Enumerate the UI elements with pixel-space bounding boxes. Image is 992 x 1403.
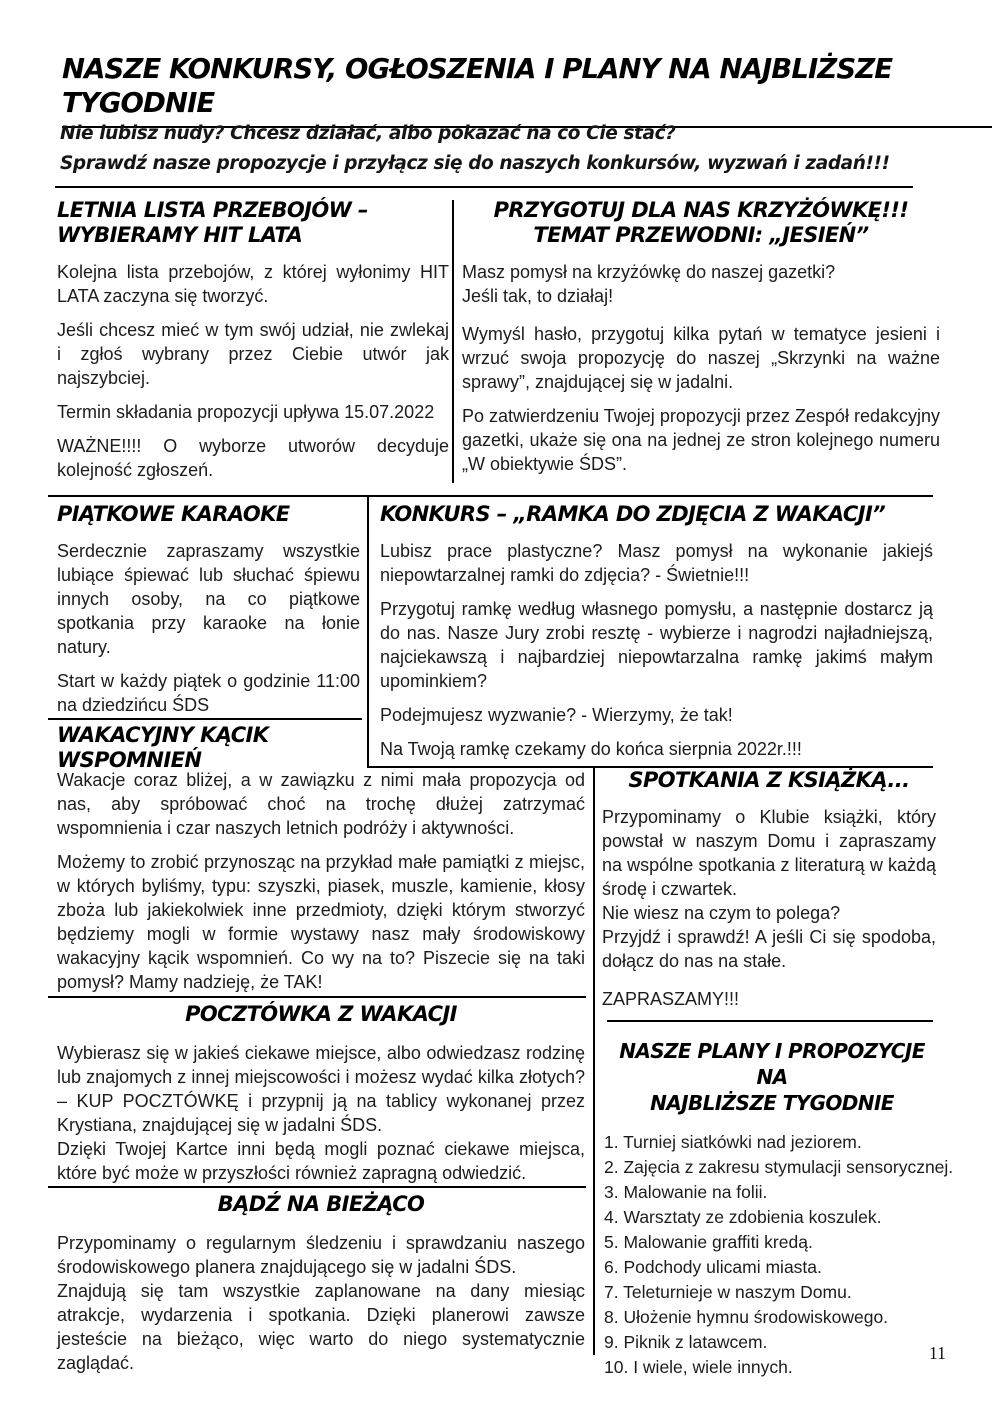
letnia-paragraph-2: Jeśli chcesz mieć w tym swój udział, nie zwlekaj i zgłoś wybrany przez Ciebie utwór jak najszybciej. [57, 320, 449, 388]
plany-item-3: 3. Malowanie na folii. [604, 1182, 768, 1202]
spotkania-paragraph-1: Przypominamy o Klubie książki, który powstał w naszym Domu i zapraszamy na wspólne spotkania z literaturą w każdą środę i czwartek. [602, 807, 936, 899]
plany-item-9: 9. Piknik z latawcem. [604, 1332, 768, 1352]
divider-top-columns [452, 200, 454, 483]
letnia-paragraph-3: Termin składania propozycji upływa 15.07.2022 [57, 402, 435, 422]
pocztowka-paragraph-1: Wybierasz się w jakieś ciekawe miejsce, albo odwiedzasz rodzinę lub znajomych z innej miejscowości i możesz wydać kilka złotych? – KUP POCZTÓWKĘ i przypnij ją na tablicy wykonanej przez Krystiana, znajdującej się w jadalni ŚDS. [57, 1043, 585, 1135]
divider-lower-columns [593, 766, 595, 1355]
badz-heading: BĄDŹ NA BIEŻĄCO [217, 1192, 425, 1216]
plany-item-2: 2. Zajęcia z zakresu stymulacji sensorycznej. [604, 1157, 954, 1177]
plany-item-10: 10. I wiele, wiele innych. [604, 1357, 793, 1377]
badz-paragraph-1: Przypominamy o regularnym śledzeniu i sprawdzaniu naszego środowiskowego planera znajdującego się w jadalni ŚDS. [57, 1233, 585, 1277]
intro-text [60, 119, 890, 179]
konkurs-paragraph-4: Na Twoją ramkę czekamy do końca sierpnia 2022r.!!! [380, 739, 802, 759]
section-badz-na-biezaco [57, 1192, 585, 1375]
karaoke-heading: PIĄTKOWE KARAOKE [57, 502, 290, 526]
krzyzowka-heading-line2: TEMAT PRZEWODNI: „JESIEŃ” [533, 223, 869, 247]
pocztowka-heading: POCZTÓWKA Z WAKACJI [185, 1002, 457, 1026]
plany-item-5: 5. Malowanie graffiti kredą. [604, 1232, 813, 1252]
section-krzyzowka [462, 198, 940, 486]
plany-heading-line1: NASZE PLANY I PROPOZYCJE NA [619, 1039, 925, 1089]
krzyzowka-paragraph-3: Po zatwierdzeniu Twojej propozycji przez Zespół redakcyjny gazetki, ukaże się ona na jednej ze stron kolejnego numeru „W obiektywie ŚDS”. [462, 406, 940, 474]
letnia-heading [57, 198, 449, 248]
section-plany [604, 1038, 954, 1380]
section-konkurs-ramka [380, 502, 933, 771]
wakacyjny-paragraph-1: Wakacje coraz bliżej, a w zawiązku z nimi mała propozycja od nas, aby spróbować choć na trochę dłużej zatrzymać wspomnienia i czar naszych letnich podróży i aktywności. [57, 770, 585, 838]
plany-item-6: 6. Podchody ulicami miasta. [604, 1257, 822, 1277]
karaoke-paragraph-2: Start w każdy piątek o godzinie 11:00 na dziedzińcu ŚDS [57, 671, 360, 715]
section-wakacyjny-body [57, 768, 585, 1004]
section-spotkania [602, 768, 936, 1021]
wakacyjny-paragraph-2: Możemy to zrobić przynosząc na przykład małe pamiątki z miejsc, w których byliśmy, typu: szyszki, piasek, muszle, kamienie, kłosy zboża lub jakiekolwiek inne przedmioty, dzięki którym stworzyć będziemy mogli w formie wystawy nasz mały środowiskowy wakacyjny kącik wspomnień. Co wy na to? Piszecie się na taki pomysł? Mamy nadzieję, że TAK! [57, 852, 585, 992]
intro-line-1: Nie lubisz nudy? Chcesz działać, albo pokazać na co Cie stać? [60, 123, 676, 144]
badz-paragraph-2: Znajdują się tam wszystkie zaplanowane na dany miesiąc atrakcje, wydarzenia i spotkania. Dzięki planerowi zawsze jesteście na bieżąco, więc warto do niego systematycznie zaglądać. [57, 1281, 585, 1373]
konkurs-heading: KONKURS – „RAMKA DO ZDJĘCIA Z WAKACJI” [380, 502, 886, 526]
konkurs-paragraph-1: Lubisz prace plastyczne? Masz pomysł na wykonanie jakiejś niepowtarzalnej ramki do zdjęcia? - Świetnie!!! [380, 541, 933, 585]
letnia-paragraph-4: WAŻNE!!!! O wyborze utworów decyduje kolejność zgłoszeń. [57, 436, 449, 480]
konkurs-paragraph-3: Podejmujesz wyzwanie? - Wierzymy, że tak! [380, 705, 733, 725]
plany-heading-line2: NAJBLIŻSZE TYGODNIE [650, 1091, 894, 1115]
letnia-paragraph-1: Kolejna lista przebojów, z której wyłonimy HIT LATA zaczyna się tworzyć. [57, 262, 449, 306]
wakacyjny-heading: WAKACYJNY KĄCIK WSPOMNIEŃ [57, 723, 269, 772]
plany-item-8: 8. Ułożenie hymnu środowiskowego. [604, 1307, 889, 1327]
karaoke-paragraph-1: Serdecznie zapraszamy wszystkie lubiące śpiewać lub słuchać śpiewu innych osoby, na co piątkowe spotkania przy karaoke na łonie natury. [57, 541, 360, 657]
plany-item-7: 7. Teleturnieje w naszym Domu. [604, 1282, 852, 1302]
krzyzowka-heading-line1: PRZYGOTUJ DLA NAS KRZYŻÓWKĘ!!! [493, 198, 909, 222]
spotkania-paragraph-2: Nie wiesz na czym to polega? [602, 903, 841, 923]
krzyzowka-paragraph-1b: Jeśli tak, to działaj! [462, 286, 614, 306]
letnia-heading-line1: LETNIA LISTA PRZEBOJÓW – [57, 198, 368, 222]
divider-mid-full [48, 495, 933, 497]
plany-item-4: 4. Warsztaty ze zdobienia koszulek. [604, 1207, 882, 1227]
plany-item-1: 1. Turniej siatkówki nad jeziorem. [604, 1132, 862, 1152]
section-karaoke [57, 502, 360, 727]
letnia-heading-line2: WYBIERAMY HIT LATA [57, 223, 303, 247]
pocztowka-paragraph-2: Dzięki Twojej Kartce inni będą mogli poznać ciekawe miejsca, które być może w przyszłości również zapragną odwiedzić. [57, 1139, 585, 1183]
spotkania-zapraszamy: ZAPRASZAMY!!! [602, 989, 740, 1009]
page-number: 11 [929, 1343, 946, 1363]
divider-below-intro [55, 186, 913, 188]
konkurs-paragraph-2: Przygotuj ramkę według własnego pomysłu, a następnie dostarcz ją do nas. Nasze Jury zrobi resztę - wybierze i nagrodzi najładniejszą, najciekawszą i najbardziej niepowtarzalna ramkę jakimś małym upominkiem? [380, 599, 933, 691]
spotkania-heading: SPOTKANIA Z KSIĄŻKĄ... [628, 768, 910, 792]
intro-line-2: Sprawdź nasze propozycje i przyłącz się do naszych konkursów, wyzwań i zadań!!! [60, 153, 890, 174]
krzyzowka-heading [462, 198, 940, 248]
krzyzowka-paragraph-1a: Masz pomysł na krzyżówkę do naszej gazetki? [462, 262, 836, 282]
divider-above-badz [48, 1186, 586, 1188]
page-title: NASZE KONKURSY, OGŁOSZENIA I PLANY NA NAJBLIŻSZE TYGODNIE [62, 52, 992, 128]
section-pocztowka [57, 1002, 585, 1185]
plany-heading [604, 1038, 940, 1116]
plany-list [604, 1130, 954, 1380]
krzyzowka-paragraph-2: Wymyśl hasło, przygotuj kilka pytań w tematyce jesieni i wrzuć swoja propozycję do naszej „Skrzynki na ważne sprawy”, znajdującej się w jadalni. [462, 324, 940, 392]
section-wakacyjny-heading [57, 723, 387, 773]
section-letnia-lista [57, 198, 449, 492]
spotkania-paragraph-3: Przyjdź i sprawdź! A jeśli Ci się spodoba, dołącz do nas na stałe. [602, 927, 936, 971]
